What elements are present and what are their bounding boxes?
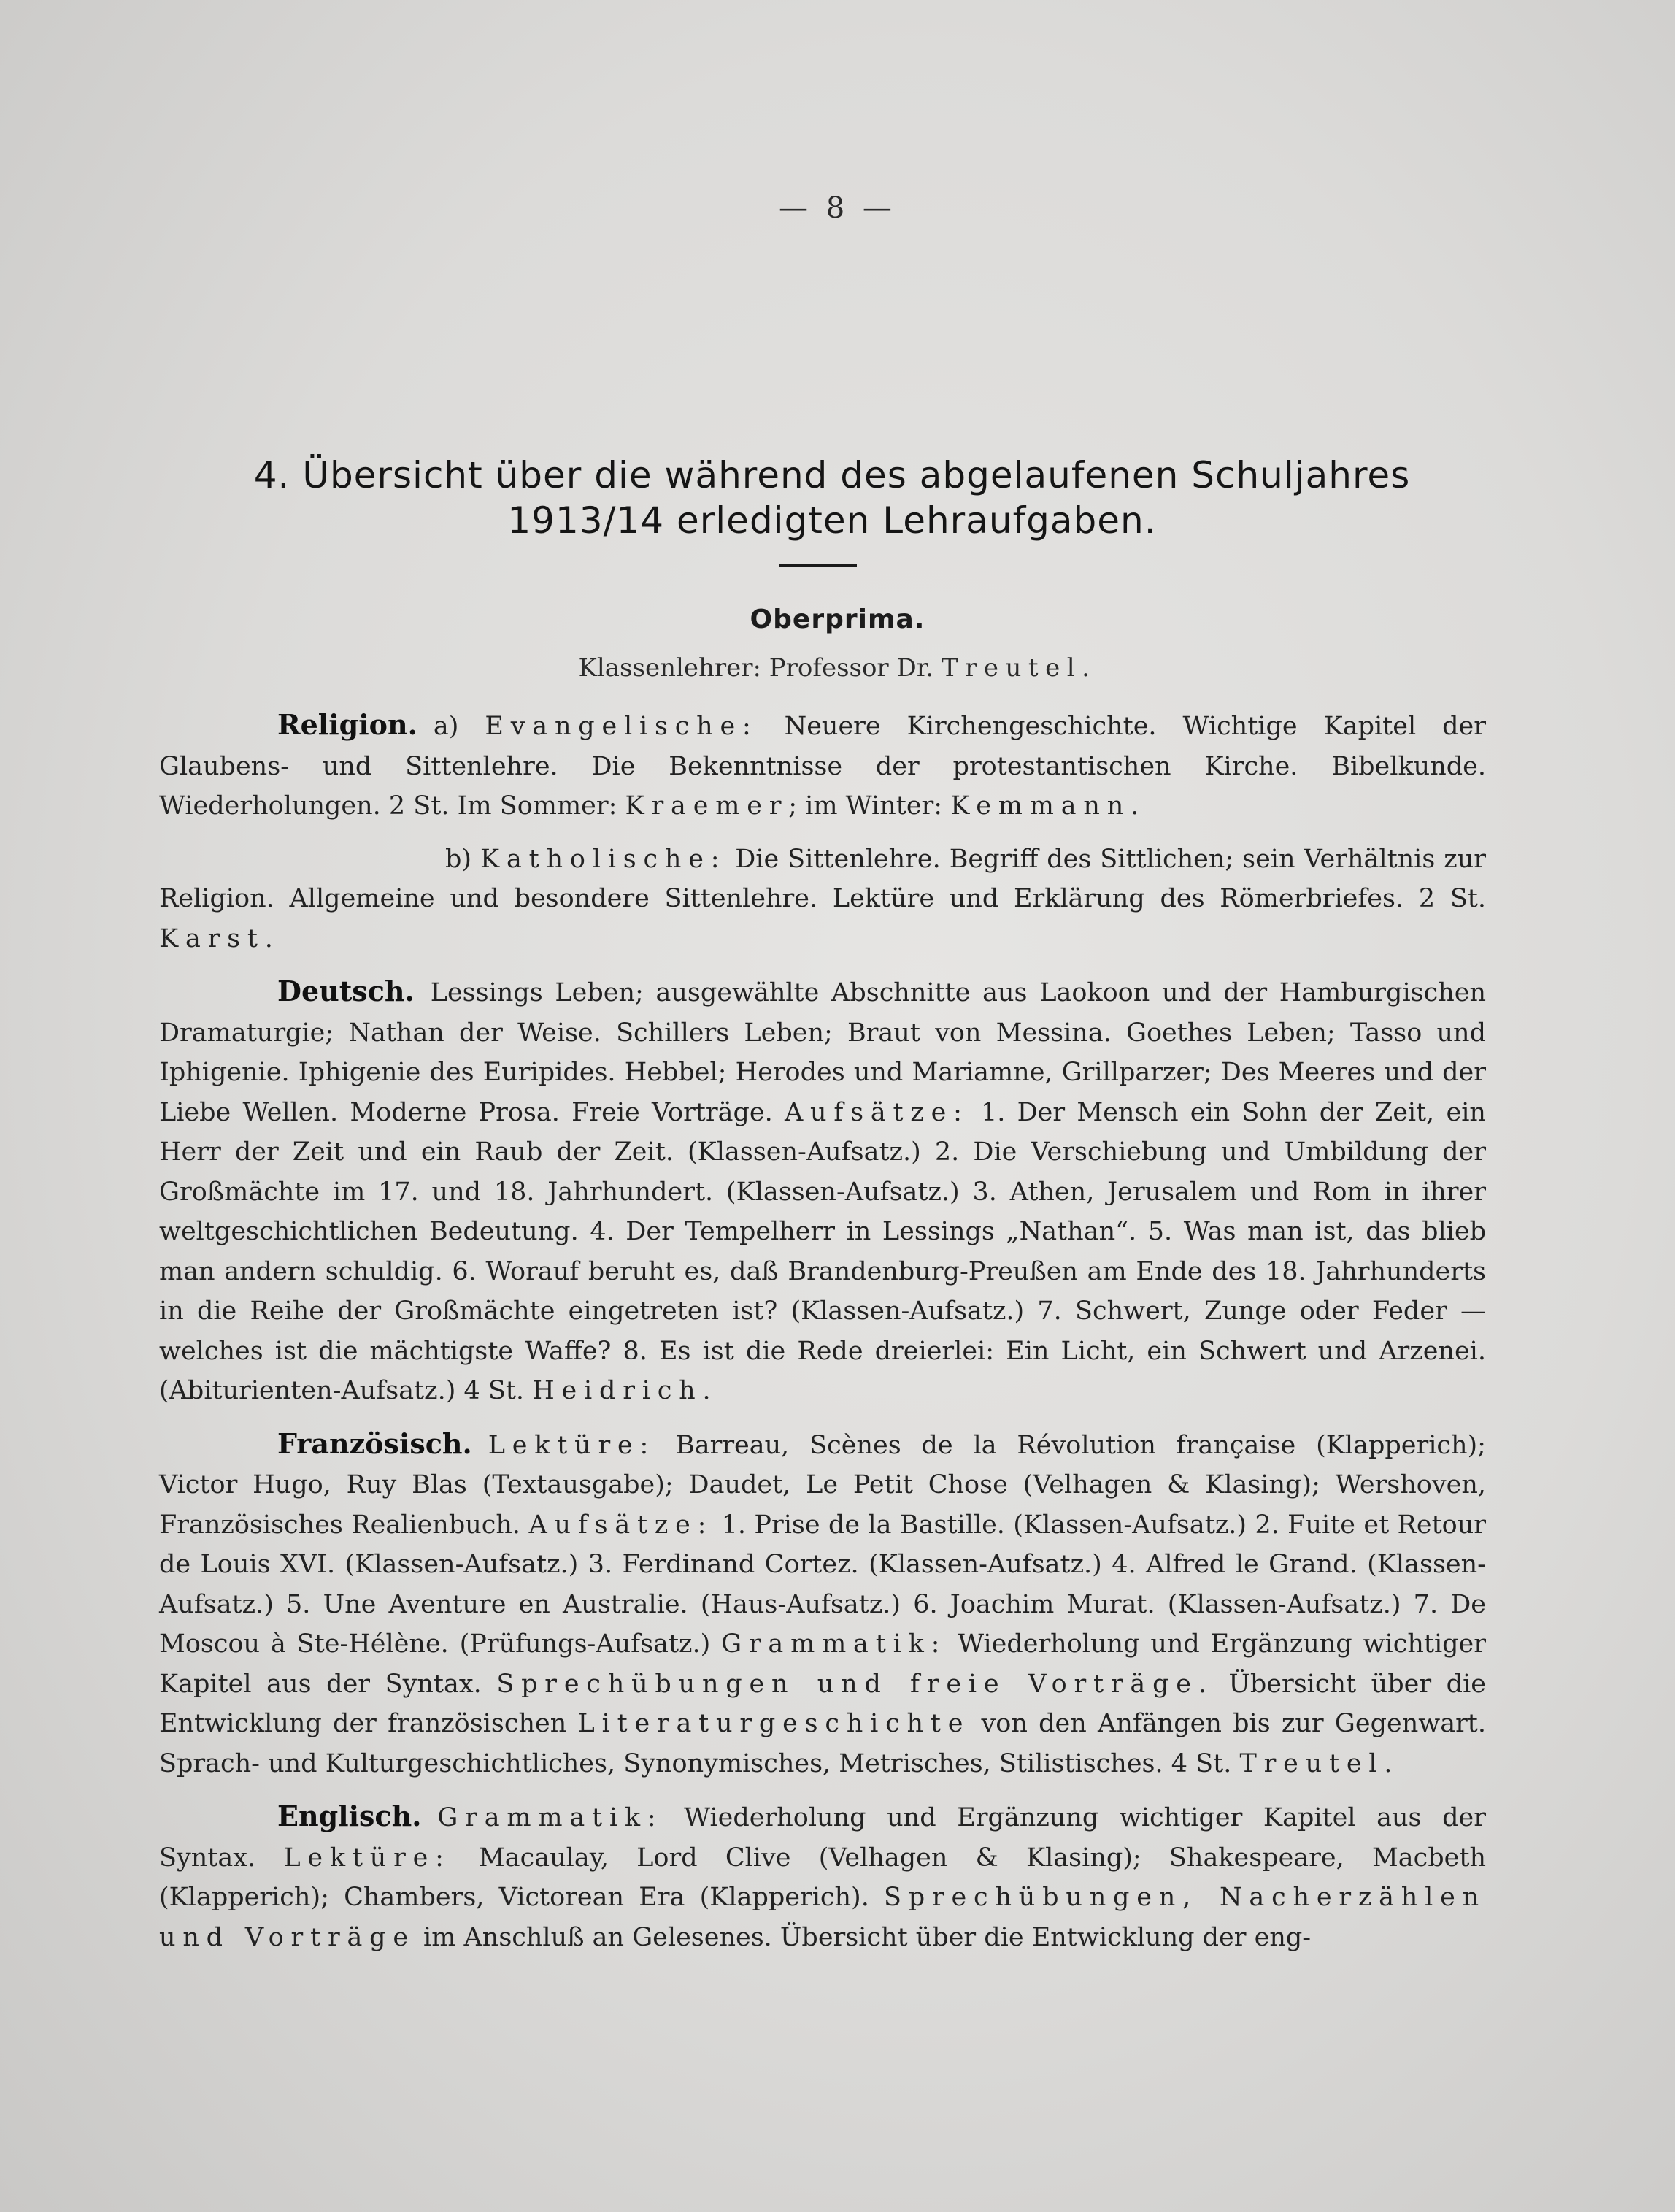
religion-a-teacher-1: Kraemer xyxy=(625,791,789,821)
franzoesisch-spaced-5: Literaturgeschichte xyxy=(577,1709,971,1738)
religion-b-text: Die Sittenlehre. Begriff des Sittlichen; sein Verhältnis zur Religion. Allgemeine und besondere Sittenlehre. Lektüre und Erklärung des Römerbriefes. 2 St. xyxy=(159,844,1486,913)
religion-a-text-2: ; im Winter: xyxy=(788,791,943,821)
subject-heading-religion: Religion. xyxy=(277,708,417,741)
englisch-spaced-1: Grammatik: xyxy=(437,1803,663,1832)
class-teacher-name: Treutel. xyxy=(941,653,1097,683)
franzoesisch-text-4: Übersicht über die Entwicklung der französischen xyxy=(159,1669,1486,1738)
franzoesisch-text-5: von den Anfängen bis zur Gegenwart. Sprach- und Kulturgeschichtliches, Synonymisches, Metrisches, Stilistisches. 4 St. xyxy=(159,1709,1486,1778)
franzoesisch-teacher: Treutel xyxy=(1239,1748,1385,1778)
subject-heading-deutsch: Deutsch. xyxy=(277,975,415,1007)
englisch-spaced-3: Sprechübungen, Nacherzählen und Vorträge xyxy=(159,1883,1486,1952)
subject-heading-franzoesisch: Französisch. xyxy=(277,1426,472,1460)
religion-evangelical-paragraph xyxy=(159,705,1486,826)
class-teacher-label: Klassenlehrer: xyxy=(578,653,761,683)
religion-a-spaced: Evangelische: xyxy=(485,712,758,741)
title-divider xyxy=(779,564,857,567)
englisch-paragraph xyxy=(159,1797,1486,1957)
franzoesisch-end: . xyxy=(1384,1748,1393,1778)
religion-a-text-1: Neuere Kirchengeschichte. Wichtige Kapitel der Glaubens- und Sittenlehre. Die Bekenntnisse der protestantischen Kirche. Bibelkunde. Wiederholungen. 2 St. Im Sommer: xyxy=(159,712,1486,821)
englisch-text-3: im Anschluß an Gelesenes. Übersicht über die Entwicklung der eng- xyxy=(423,1922,1312,1952)
section-title-line-2: 1913/14 erledigten Lehraufgaben. xyxy=(507,499,1157,542)
englisch-text-2: Macaulay, Lord Clive (Velhagen & Klasing); Shakespeare, Macbeth (Klapperich); Chambers, Victorean Era (Klapperich). xyxy=(159,1843,1486,1912)
deutsch-paragraph xyxy=(159,972,1486,1411)
subject-heading-englisch: Englisch. xyxy=(277,1800,422,1832)
englisch-text-1: Wiederholung und Ergänzung wichtiger Kapitel aus der Syntax. xyxy=(159,1803,1486,1873)
religion-catholic-paragraph xyxy=(159,840,1486,959)
deutsch-text-1: Lessings Leben; ausgewählte Abschnitte aus Laokoon und der Hamburgischen Dramaturgie; Nathan der Weise. Schillers Leben; Braut von Messina. Goethes Leben; Tasso und Iphigenie. Iphigenie des Euripides. Hebbel; Herodes und Mariamne, Grillparzer; Des Meeres und der Liebe Wellen. Moderne Prosa. Freie Vorträge. xyxy=(159,978,1486,1127)
deutsch-spaced-1: Aufsätze: xyxy=(784,1097,969,1127)
deutsch-teacher: Heidrich xyxy=(532,1376,703,1405)
class-teacher-title: Professor Dr. xyxy=(769,653,934,683)
franzoesisch-text-2: 1. Prise de la Bastille. (Klassen-Aufsatz.) 2. Fuite et Retour de Louis XVI. (Klassen-Aufsatz.) 3. Ferdinand Cortez. (Klassen-Aufsatz.) 4. Alfred le Grand. (Klassen-Aufsatz.) 5. Une Aventure en Australie. (Haus-Aufsatz.) 6. Joachim Murat. (Klassen-Aufsatz.) 7. De Moscou à Ste-Hélène. (Prüfungs-Aufsatz.) xyxy=(159,1510,1486,1659)
religion-b-spaced: Katholische: xyxy=(480,844,727,874)
franzoesisch-spaced-2: Aufsätze: xyxy=(528,1510,714,1540)
franzoesisch-spaced-1: Lektüre: xyxy=(488,1430,656,1460)
class-teacher-line xyxy=(0,653,1675,683)
franzoesisch-text-3: Wiederholung und Ergänzung wichtiger Kapitel aus der Syntax. xyxy=(159,1629,1486,1699)
page-number: — 8 — xyxy=(779,191,896,225)
franzoesisch-spaced-3: Grammatik: xyxy=(721,1629,947,1659)
religion-a-end: . xyxy=(1131,791,1139,821)
section-title-line-1: 4. Übersicht über die während des abgelaufenen Schuljahres xyxy=(253,454,1411,496)
religion-b-label: b) xyxy=(445,844,472,874)
curriculum-body xyxy=(159,705,1486,1970)
religion-b-end: . xyxy=(264,923,273,953)
franzoesisch-spaced-4: Sprechübungen und freie Vorträge. xyxy=(496,1669,1214,1699)
franzoesisch-paragraph xyxy=(159,1424,1486,1784)
deutsch-text-2: 1. Der Mensch ein Sohn der Zeit, ein Herr der Zeit und ein Raub der Zeit. (Klassen-Aufsatz.) 2. Die Verschiebung und Umbildung der Großmächte im 17. und 18. Jahrhundert. (Klassen-Aufsatz.) 3. Athen, Jerusalem und Rom in ihrer weltgeschichtlichen Bedeutung. 4. Der Tempelherr in Lessings „Nathan“. 5. Was man ist, das blieb man andern schuldig. 6. Worauf beruht es, daß Brandenburg-Preußen am Ende des 18. Jahrhunderts in die Reihe der Großmächte eingetreten ist? (Klassen-Aufsatz.) 7. Schwert, Zunge oder Feder — welches ist die mächtigste Waffe? 8. Es ist die Rede dreierlei: Ein Licht, ein Schwert und Arzenei. (Abiturienten-Aufsatz.) 4 St. xyxy=(159,1097,1486,1405)
religion-a-label: a) xyxy=(433,712,459,741)
religion-a-teacher-2: Kemmann xyxy=(950,791,1131,821)
class-heading: Oberprima. xyxy=(750,604,925,634)
franzoesisch-text-1: Barreau, Scènes de la Révolution française (Klapperich); Victor Hugo, Ruy Blas (Textausgabe); Daudet, Le Petit Chose (Velhagen & Klasing); Wershoven, Französisches Realienbuch. xyxy=(159,1430,1486,1540)
section-title xyxy=(146,453,1518,543)
religion-b-teacher: Karst xyxy=(159,923,265,953)
deutsch-end: . xyxy=(702,1376,711,1405)
englisch-spaced-2: Lektüre: xyxy=(283,1843,451,1873)
